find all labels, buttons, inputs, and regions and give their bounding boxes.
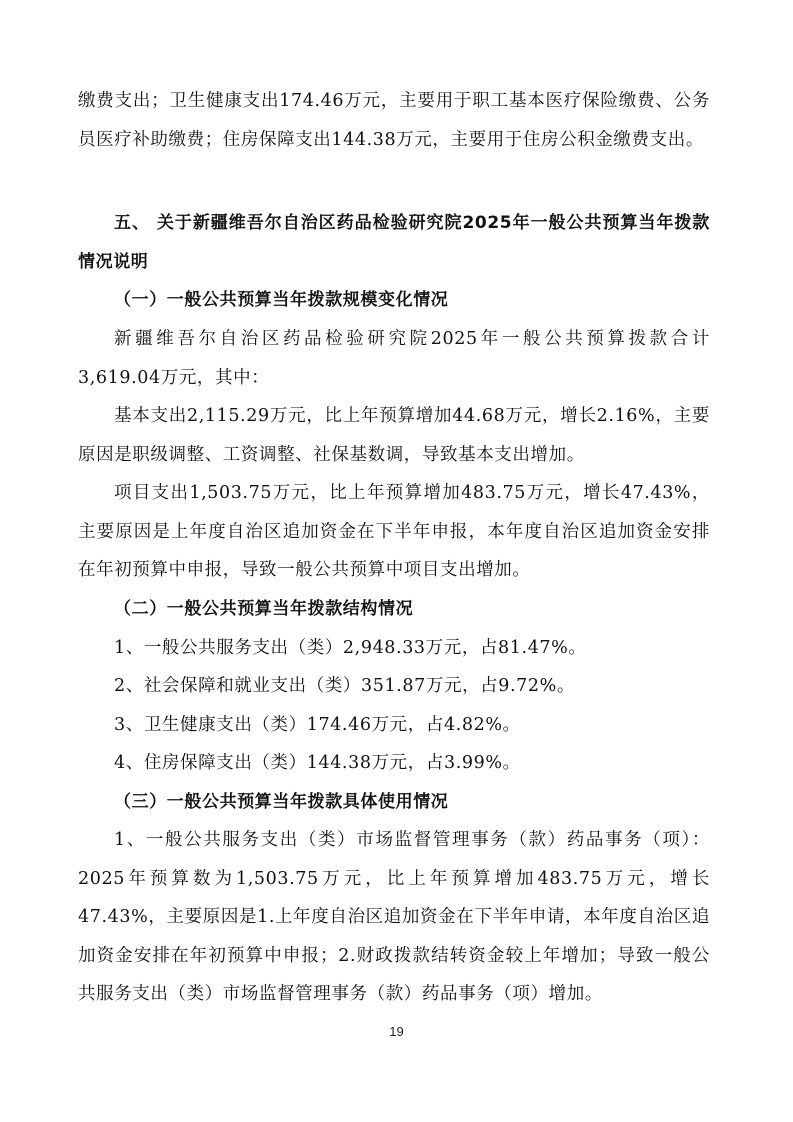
list-item-social-security: 2、社会保障和就业支出（类）351.87万元，占9.72%。	[114, 676, 575, 696]
page-number: 19	[389, 1024, 404, 1039]
subheading-3: （三）一般公共预算当年拨款具体使用情况	[114, 792, 449, 812]
list-item-health: 3、卫生健康支出（类）174.46万元，占4.82%。	[114, 715, 521, 735]
paragraph-project-expenditure: 项目支出1,503.75万元，比上年预算增加483.75万元，增长47.43%，主要原因是上年度自治区追加资金在下半年申报，本年度自治区追加资金安排在年初预算中申报，导致一般公共预算中项目支出增加。	[78, 483, 710, 580]
subheading-2: （二）一般公共预算当年拨款结构情况	[114, 599, 414, 619]
paragraph-expense-continuation: 缴费支出；卫生健康支出174.46万元，主要用于职工基本医疗保险缴费、公务员医疗补助缴费；住房保障支出144.38万元，主要用于住房公积金缴费支出。	[78, 91, 710, 150]
paragraph-basic-expenditure: 基本支出2,115.29万元，比上年预算增加44.68万元，增长2.16%，主要原因是职级调整、工资调整、社保基数调，导致基本支出增加。	[78, 406, 710, 465]
list-item-public-services: 1、一般公共服务支出（类）2,948.33万元，占81.47%。	[114, 638, 587, 658]
list-item-housing: 4、住房保障支出（类）144.38万元，占3.99%。	[114, 753, 521, 773]
paragraph-specific-usage: 1、一般公共服务支出（类）市场监督管理事务（款）药品事务（项）：2025年预算数为1,503.75万元，比上年预算增加483.75万元，增长47.43%，主要原因是1.上年度自治区追加资金在下半年申请，本年度自治区追加资金安排在年初预算中申报；2.财政拨款结转资金较上年增加；导致一般公共服务支出（类）市场监督管理事务（款）药品事务（项）增加。	[78, 830, 710, 1004]
section-heading-5: 五、 关于新疆维吾尔自治区药品检验研究院2025年一般公共预算当年拨款情况说明	[78, 213, 710, 272]
paragraph-total-appropriation: 新疆维吾尔自治区药品检验研究院2025年一般公共预算拨款合计3,619.04万元，其中：	[78, 329, 710, 388]
subheading-1: （一）一般公共预算当年拨款规模变化情况	[114, 290, 449, 310]
